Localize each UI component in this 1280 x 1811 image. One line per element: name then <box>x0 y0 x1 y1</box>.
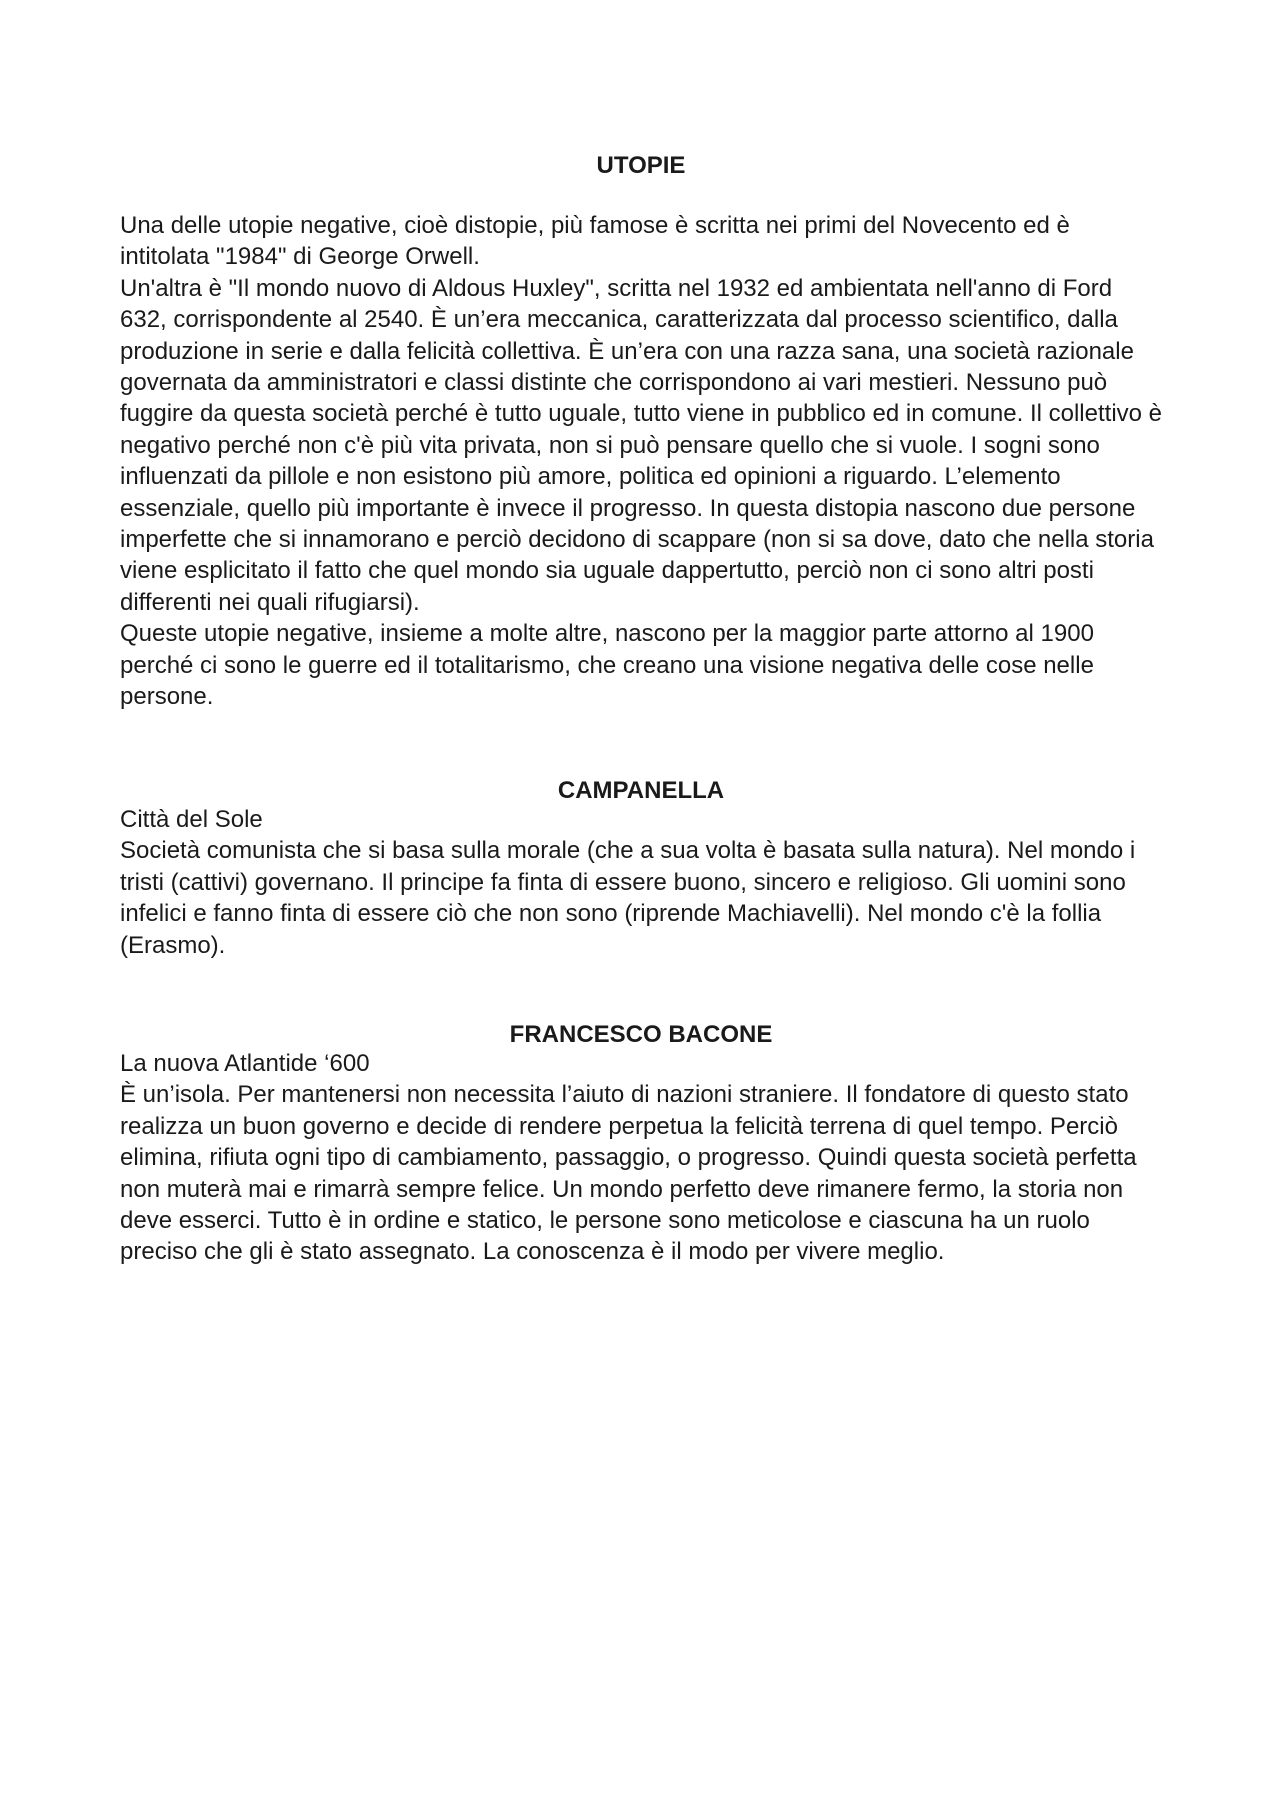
paragraph-campanella: Società comunista che si basa sulla morale (che a sua volta è basata sulla natura). Nel mondo i tristi (cattivi) governano. Il principe fa finta di essere buono, sincero e religioso. Gli uomini sono infelici e fanno finta di essere ciò che non sono (riprende Machiavelli). Nel mondo c'è la follia (Erasmo). <box>120 837 1136 959</box>
section-utopie <box>120 210 1162 713</box>
paragraph-huxley: Un'altra è "Il mondo nuovo di Aldous Huxley", scritta nel 1932 ed ambientata nell'anno di Ford 632, corrispondente al 2540. È un’era meccanica, caratterizzata dal processo scientifico, dalla produzione in serie e dalla felicità collettiva. È un’era con una razza sana, una società razionale governata da amministratori e classi distinte che corrispondono ai vari mestieri. Nessuno può fuggire da questa società perché è tutto uguale, tutto viene in pubblico ed in comune. Il collettivo è negativo perché non c'è più vita privata, non si può pensare quello che si vuole. I sogni sono influenzati da pillole e non esistono più amore, politica ed opinioni a riguardo. L’elemento essenziale, quello più importante è invece il progresso. In questa distopia nascono due persone imperfette che si innamorano e perciò decidono di scappare (non si sa dove, dato che nella storia viene esplicitato il fatto che quel mondo sia uguale dappertutto, perciò non ci sono altri posti differenti nei quali rifugiarsi). <box>120 274 1163 616</box>
paragraph-bacone: È un’isola. Per mantenersi non necessita l’aiuto di nazioni straniere. Il fondatore di questo stato realizza un buon governo e decide di rendere perpetua la felicità terrena di quel tempo. Perciò elimina, rifiuta ogni tipo di cambiamento, passaggio, o progresso. Quindi questa società perfetta non muterà mai e rimarrà sempre felice. Un mondo perfetto deve rimanere fermo, la storia non deve esserci. Tutto è in ordine e statico, le persone sono meticolose e ciascuna ha un ruolo preciso che gli è stato assegnato. La conoscenza è il modo per vivere meglio. <box>120 1081 1137 1266</box>
subtitle-nuova-atlantide: La nuova Atlantide ‘600 <box>120 1050 370 1077</box>
section-campanella <box>120 804 1162 961</box>
subtitle-citta-del-sole: Città del Sole <box>120 806 263 833</box>
heading-utopie: UTOPIE <box>596 152 686 179</box>
section-bacone <box>120 1048 1162 1268</box>
heading-campanella: CAMPANELLA <box>557 777 725 804</box>
paragraph-orwell: Una delle utopie negative, cioè distopie, più famose è scritta nei primi del Novecento ed è intitolata "1984" di George Orwell. <box>120 212 1070 271</box>
heading-francesco-bacone: FRANCESCO BACONE <box>509 1021 773 1048</box>
paragraph-conclusion: Queste utopie negative, insieme a molte altre, nascono per la maggior parte attorno al 1900 perché ci sono le guerre ed il totalitarismo, che creano una visione negativa delle cose nelle persone. <box>120 620 1094 711</box>
